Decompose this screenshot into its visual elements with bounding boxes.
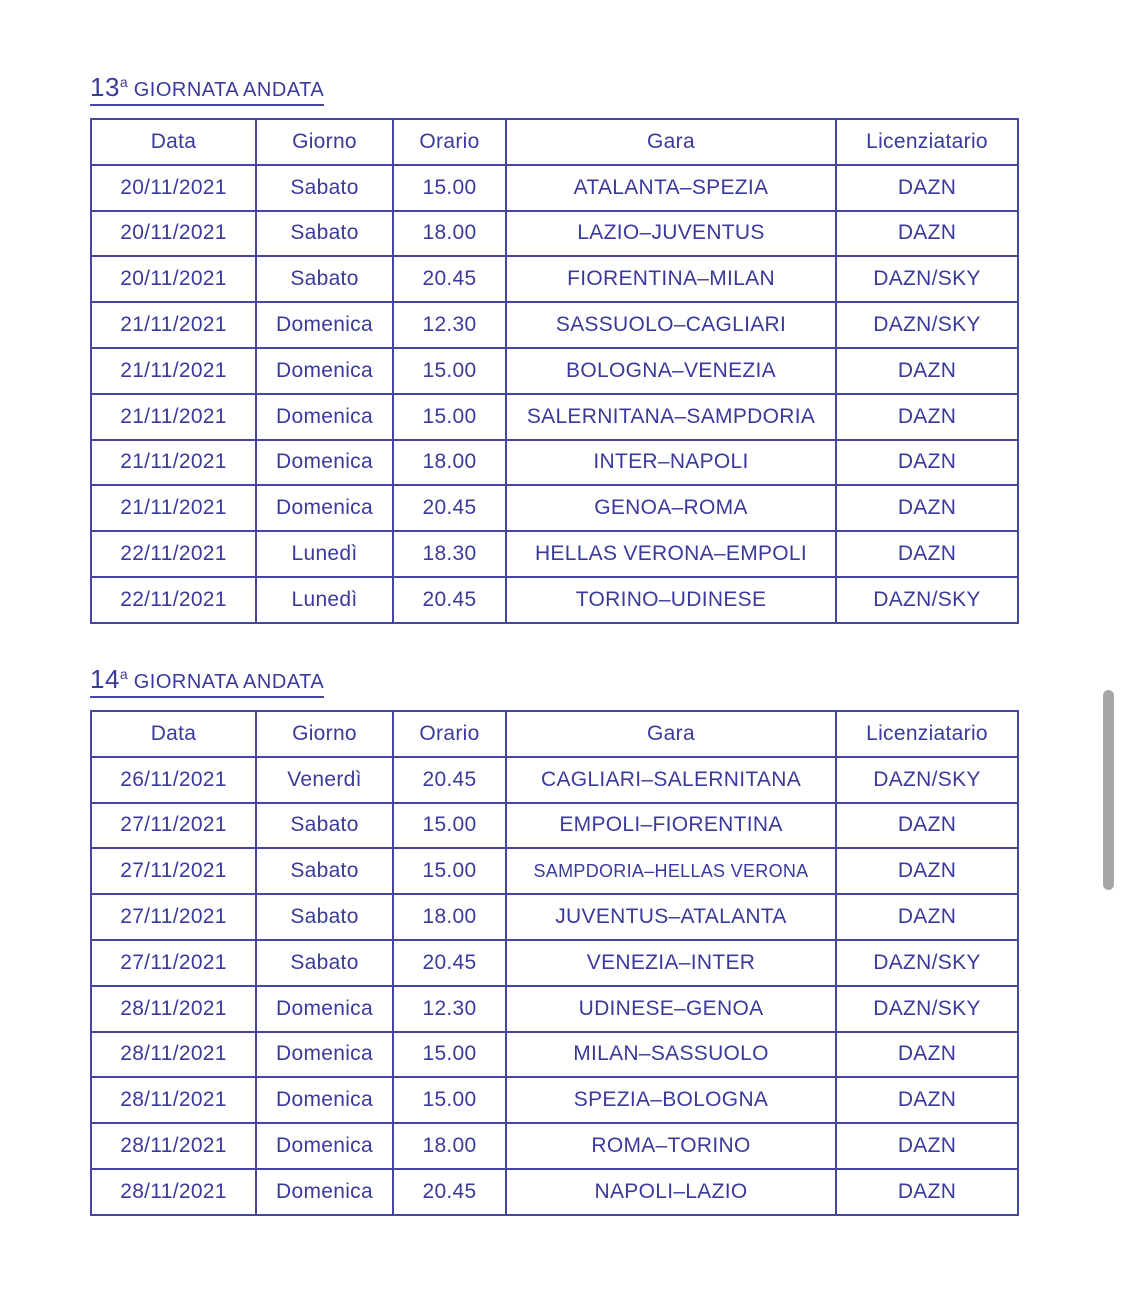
cell-giorno: Domenica — [256, 1123, 393, 1169]
cell-licenziatario: DAZN — [836, 803, 1018, 849]
cell-data: 28/11/2021 — [91, 1169, 256, 1215]
table-row — [91, 256, 1018, 302]
cell-orario: 15.00 — [393, 1077, 506, 1123]
cell-licenziatario: DAZN/SKY — [836, 986, 1018, 1032]
cell-gara: FIORENTINA–MILAN — [506, 256, 836, 302]
column-header-orario: Orario — [393, 119, 506, 165]
cell-gara: SAMPDORIA–HELLAS VERONA — [506, 848, 836, 894]
cell-data: 21/11/2021 — [91, 348, 256, 394]
table-row — [91, 894, 1018, 940]
cell-data: 28/11/2021 — [91, 1077, 256, 1123]
table-row — [91, 986, 1018, 1032]
column-header-gara: Gara — [506, 119, 836, 165]
cell-data: 21/11/2021 — [91, 302, 256, 348]
cell-licenziatario: DAZN — [836, 894, 1018, 940]
table-row — [91, 940, 1018, 986]
cell-giorno: Sabato — [256, 848, 393, 894]
cell-licenziatario: DAZN/SKY — [836, 940, 1018, 986]
cell-orario: 18.00 — [393, 440, 506, 486]
section-heading-text — [90, 666, 324, 698]
cell-giorno: Lunedì — [256, 577, 393, 623]
table-row — [91, 1032, 1018, 1078]
cell-licenziatario: DAZN/SKY — [836, 577, 1018, 623]
cell-giorno: Domenica — [256, 394, 393, 440]
cell-gara: INTER–NAPOLI — [506, 440, 836, 486]
cell-licenziatario: DAZN — [836, 165, 1018, 211]
section-heading-13 — [90, 74, 324, 106]
cell-giorno: Sabato — [256, 940, 393, 986]
cell-licenziatario: DAZN — [836, 848, 1018, 894]
cell-orario: 20.45 — [393, 1169, 506, 1215]
column-header-giorno: Giorno — [256, 711, 393, 757]
table-row — [91, 757, 1018, 803]
cell-giorno: Venerdì — [256, 757, 393, 803]
table-body — [91, 165, 1018, 623]
vertical-scrollbar-thumb[interactable] — [1103, 690, 1114, 890]
cell-orario: 20.45 — [393, 757, 506, 803]
cell-gara: CAGLIARI–SALERNITANA — [506, 757, 836, 803]
cell-orario: 15.00 — [393, 803, 506, 849]
cell-data: 20/11/2021 — [91, 165, 256, 211]
cell-gara: HELLAS VERONA–EMPOLI — [506, 531, 836, 577]
cell-orario: 15.00 — [393, 1032, 506, 1078]
cell-data: 27/11/2021 — [91, 803, 256, 849]
cell-licenziatario: DAZN/SKY — [836, 256, 1018, 302]
cell-licenziatario: DAZN — [836, 1169, 1018, 1215]
giornata-label: GIORNATA ANDATA — [133, 79, 325, 101]
schedule-table-14 — [90, 710, 1019, 1216]
cell-orario: 20.45 — [393, 577, 506, 623]
table-row — [91, 803, 1018, 849]
table-row — [91, 1123, 1018, 1169]
cell-orario: 12.30 — [393, 302, 506, 348]
cell-data: 21/11/2021 — [91, 394, 256, 440]
giornata-number: 14 — [90, 664, 120, 694]
cell-orario: 18.00 — [393, 211, 506, 257]
cell-data: 21/11/2021 — [91, 440, 256, 486]
cell-gara: TORINO–UDINESE — [506, 577, 836, 623]
cell-giorno: Domenica — [256, 1169, 393, 1215]
cell-gara: UDINESE–GENOA — [506, 986, 836, 1032]
table-header-row — [91, 119, 1018, 165]
cell-giorno: Lunedì — [256, 531, 393, 577]
cell-orario: 15.00 — [393, 165, 506, 211]
cell-licenziatario: DAZN — [836, 531, 1018, 577]
column-header-licenziatario: Licenziatario — [836, 711, 1018, 757]
cell-giorno: Domenica — [256, 302, 393, 348]
cell-gara: LAZIO–JUVENTUS — [506, 211, 836, 257]
cell-licenziatario: DAZN — [836, 1032, 1018, 1078]
cell-gara: SASSUOLO–CAGLIARI — [506, 302, 836, 348]
cell-orario: 12.30 — [393, 986, 506, 1032]
cell-gara: VENEZIA–INTER — [506, 940, 836, 986]
cell-data: 28/11/2021 — [91, 1032, 256, 1078]
cell-gara: NAPOLI–LAZIO — [506, 1169, 836, 1215]
cell-licenziatario: DAZN — [836, 348, 1018, 394]
cell-gara: MILAN–SASSUOLO — [506, 1032, 836, 1078]
column-header-gara: Gara — [506, 711, 836, 757]
table-row — [91, 531, 1018, 577]
cell-orario: 20.45 — [393, 256, 506, 302]
cell-giorno: Domenica — [256, 485, 393, 531]
cell-giorno: Sabato — [256, 165, 393, 211]
giornata-ordinal: a — [119, 74, 128, 90]
column-header-licenziatario: Licenziatario — [836, 119, 1018, 165]
table-row — [91, 485, 1018, 531]
giornata-label: GIORNATA ANDATA — [133, 671, 325, 693]
table-row — [91, 577, 1018, 623]
cell-data: 22/11/2021 — [91, 577, 256, 623]
cell-data: 27/11/2021 — [91, 940, 256, 986]
column-header-giorno: Giorno — [256, 119, 393, 165]
cell-data: 26/11/2021 — [91, 757, 256, 803]
column-header-orario: Orario — [393, 711, 506, 757]
cell-data: 28/11/2021 — [91, 1123, 256, 1169]
cell-data: 27/11/2021 — [91, 848, 256, 894]
cell-orario: 18.00 — [393, 1123, 506, 1169]
cell-orario: 20.45 — [393, 485, 506, 531]
cell-orario: 15.00 — [393, 848, 506, 894]
cell-orario: 18.30 — [393, 531, 506, 577]
column-header-data: Data — [91, 711, 256, 757]
cell-data: 20/11/2021 — [91, 211, 256, 257]
cell-giorno: Domenica — [256, 1032, 393, 1078]
schedule-table-13 — [90, 118, 1019, 624]
table-row — [91, 348, 1018, 394]
cell-data: 27/11/2021 — [91, 894, 256, 940]
cell-licenziatario: DAZN/SKY — [836, 757, 1018, 803]
cell-data: 21/11/2021 — [91, 485, 256, 531]
table-row — [91, 1169, 1018, 1215]
cell-giorno: Domenica — [256, 986, 393, 1032]
cell-giorno: Sabato — [256, 803, 393, 849]
cell-orario: 18.00 — [393, 894, 506, 940]
cell-licenziatario: DAZN — [836, 1077, 1018, 1123]
cell-giorno: Sabato — [256, 256, 393, 302]
column-header-data: Data — [91, 119, 256, 165]
cell-data: 20/11/2021 — [91, 256, 256, 302]
table-row — [91, 302, 1018, 348]
cell-gara: EMPOLI–FIORENTINA — [506, 803, 836, 849]
cell-giorno: Sabato — [256, 211, 393, 257]
cell-orario: 15.00 — [393, 348, 506, 394]
cell-licenziatario: DAZN/SKY — [836, 302, 1018, 348]
cell-orario: 20.45 — [393, 940, 506, 986]
table-row — [91, 394, 1018, 440]
table-row — [91, 848, 1018, 894]
cell-gara: JUVENTUS–ATALANTA — [506, 894, 836, 940]
section-heading-14 — [90, 666, 324, 698]
table-row — [91, 1077, 1018, 1123]
cell-gara: SPEZIA–BOLOGNA — [506, 1077, 836, 1123]
cell-licenziatario: DAZN — [836, 211, 1018, 257]
cell-data: 28/11/2021 — [91, 986, 256, 1032]
cell-gara: GENOA–ROMA — [506, 485, 836, 531]
table-row — [91, 211, 1018, 257]
cell-licenziatario: DAZN — [836, 394, 1018, 440]
cell-giorno: Domenica — [256, 348, 393, 394]
section-heading-text — [90, 74, 324, 106]
cell-gara: ATALANTA–SPEZIA — [506, 165, 836, 211]
cell-giorno: Domenica — [256, 1077, 393, 1123]
table-body — [91, 757, 1018, 1215]
cell-data: 22/11/2021 — [91, 531, 256, 577]
cell-giorno: Domenica — [256, 440, 393, 486]
cell-orario: 15.00 — [393, 394, 506, 440]
table-row — [91, 440, 1018, 486]
cell-gara: BOLOGNA–VENEZIA — [506, 348, 836, 394]
cell-licenziatario: DAZN — [836, 1123, 1018, 1169]
giornata-ordinal: a — [119, 666, 128, 682]
cell-gara: SALERNITANA–SAMPDORIA — [506, 394, 836, 440]
table-row — [91, 165, 1018, 211]
cell-gara: ROMA–TORINO — [506, 1123, 836, 1169]
cell-licenziatario: DAZN — [836, 485, 1018, 531]
cell-giorno: Sabato — [256, 894, 393, 940]
table-header-row — [91, 711, 1018, 757]
giornata-number: 13 — [90, 72, 120, 102]
cell-licenziatario: DAZN — [836, 440, 1018, 486]
